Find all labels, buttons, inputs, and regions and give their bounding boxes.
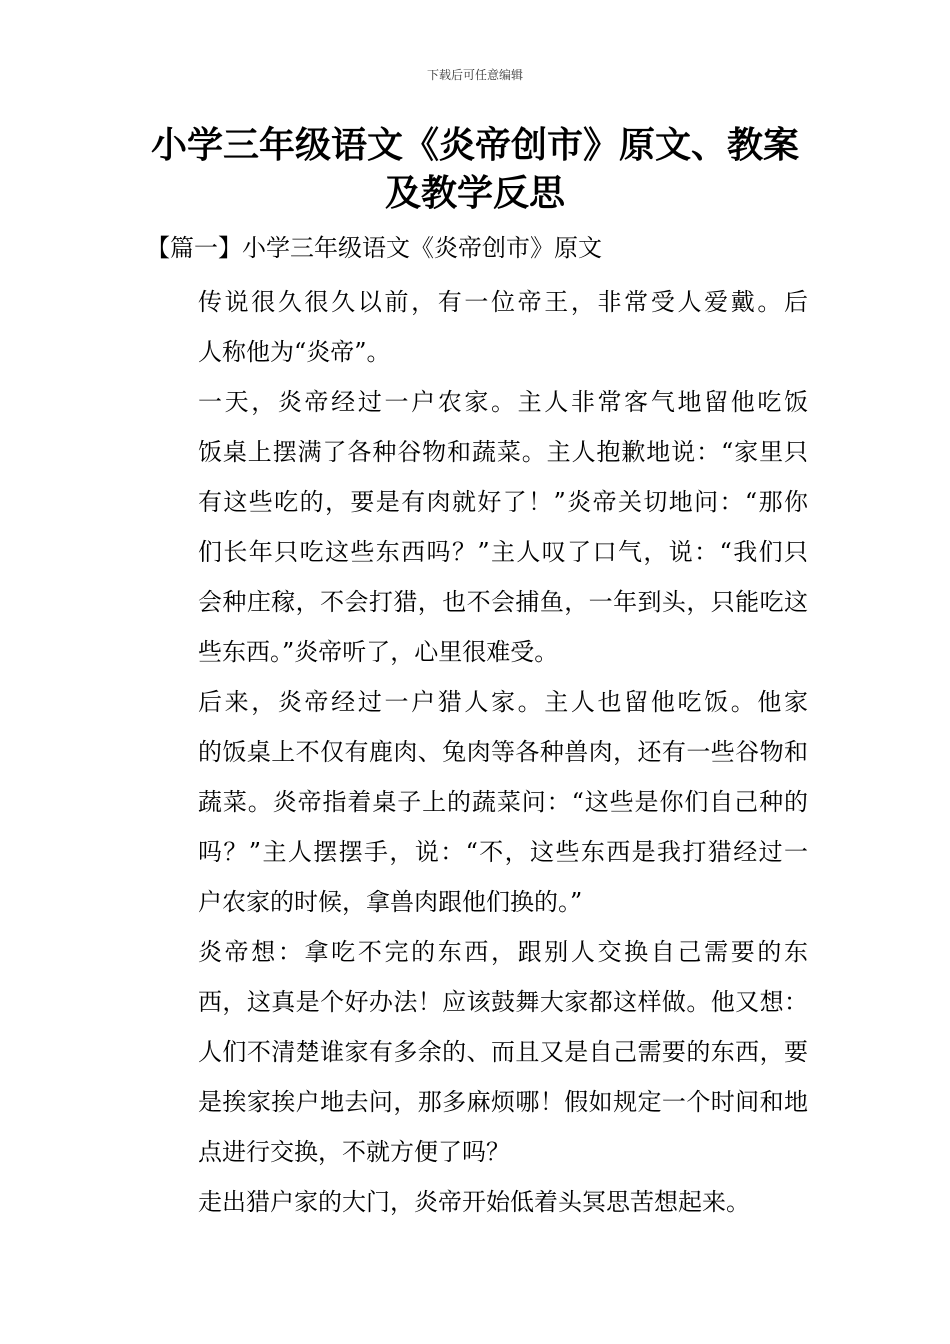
- text-line: 的饭桌上不仅有鹿肉、兔肉等各种兽肉，还有一些谷物和: [198, 738, 808, 766]
- title-line-1: 小学三年级语文《炎帝创市》原文、教案: [150, 125, 799, 166]
- text-line: 们长年只吃这些东西吗？”主人叹了口气，说：“我们只: [198, 538, 808, 566]
- text-line: 蔬菜。炎帝指着桌子上的蔬菜问：“这些是你们自己种的: [198, 788, 808, 816]
- text-line: 人们不清楚谁家有多余的、而且又是自己需要的东西，要: [198, 1038, 808, 1066]
- paragraph-2: [146, 377, 808, 677]
- text-line: 人称他为“炎帝”。: [198, 338, 391, 366]
- text-line: 点进行交换，不就方便了吗？: [198, 1138, 510, 1166]
- paragraph-1: [146, 277, 808, 377]
- paragraph-5: [146, 1177, 808, 1227]
- page-header: 下载后可任意编辑: [426, 68, 523, 82]
- text-line: 些东西。”炎帝听了，心里很难受。: [198, 638, 559, 666]
- document-title: [120, 122, 830, 218]
- body-text: [146, 277, 808, 1227]
- paragraph-3: [146, 677, 808, 927]
- text-line: 传说很久很久以前，有一位帝王，非常受人爱戴。后: [198, 288, 808, 316]
- text-line: 饭桌上摆满了各种谷物和蔬菜。主人抱歉地说：“家里只: [198, 438, 808, 466]
- section-heading: 【篇一】小学三年级语文《炎帝创市》原文: [146, 234, 602, 262]
- text-line: 会种庄稼，不会打猎，也不会捕鱼，一年到头，只能吃这: [198, 588, 808, 616]
- text-line: 户农家的时候，拿兽肉跟他们换的。”: [198, 888, 583, 916]
- text-line: 西，这真是个好办法！应该鼓舞大家都这样做。他又想：: [198, 988, 808, 1016]
- text-line: 一天，炎帝经过一户农家。主人非常客气地留他吃饭: [198, 388, 808, 416]
- paragraph-4: [146, 927, 808, 1177]
- text-line: 后来，炎帝经过一户猎人家。主人也留他吃饭。他家: [198, 688, 808, 716]
- text-line: 走出猎户家的大门，炎帝开始低着头冥思苦想起来。: [198, 1188, 750, 1216]
- text-line: 是挨家挨户地去问，那多麻烦哪！假如规定一个时间和地: [198, 1088, 808, 1116]
- title-line-2: 及教学反思: [384, 173, 565, 214]
- text-line: 吗？”主人摆摆手，说：“不，这些东西是我打猎经过一: [198, 838, 808, 866]
- text-line: 有这些吃的，要是有肉就好了！”炎帝关切地问：“那你: [198, 488, 808, 516]
- text-line: 炎帝想：拿吃不完的东西，跟别人交换自己需要的东: [198, 938, 808, 966]
